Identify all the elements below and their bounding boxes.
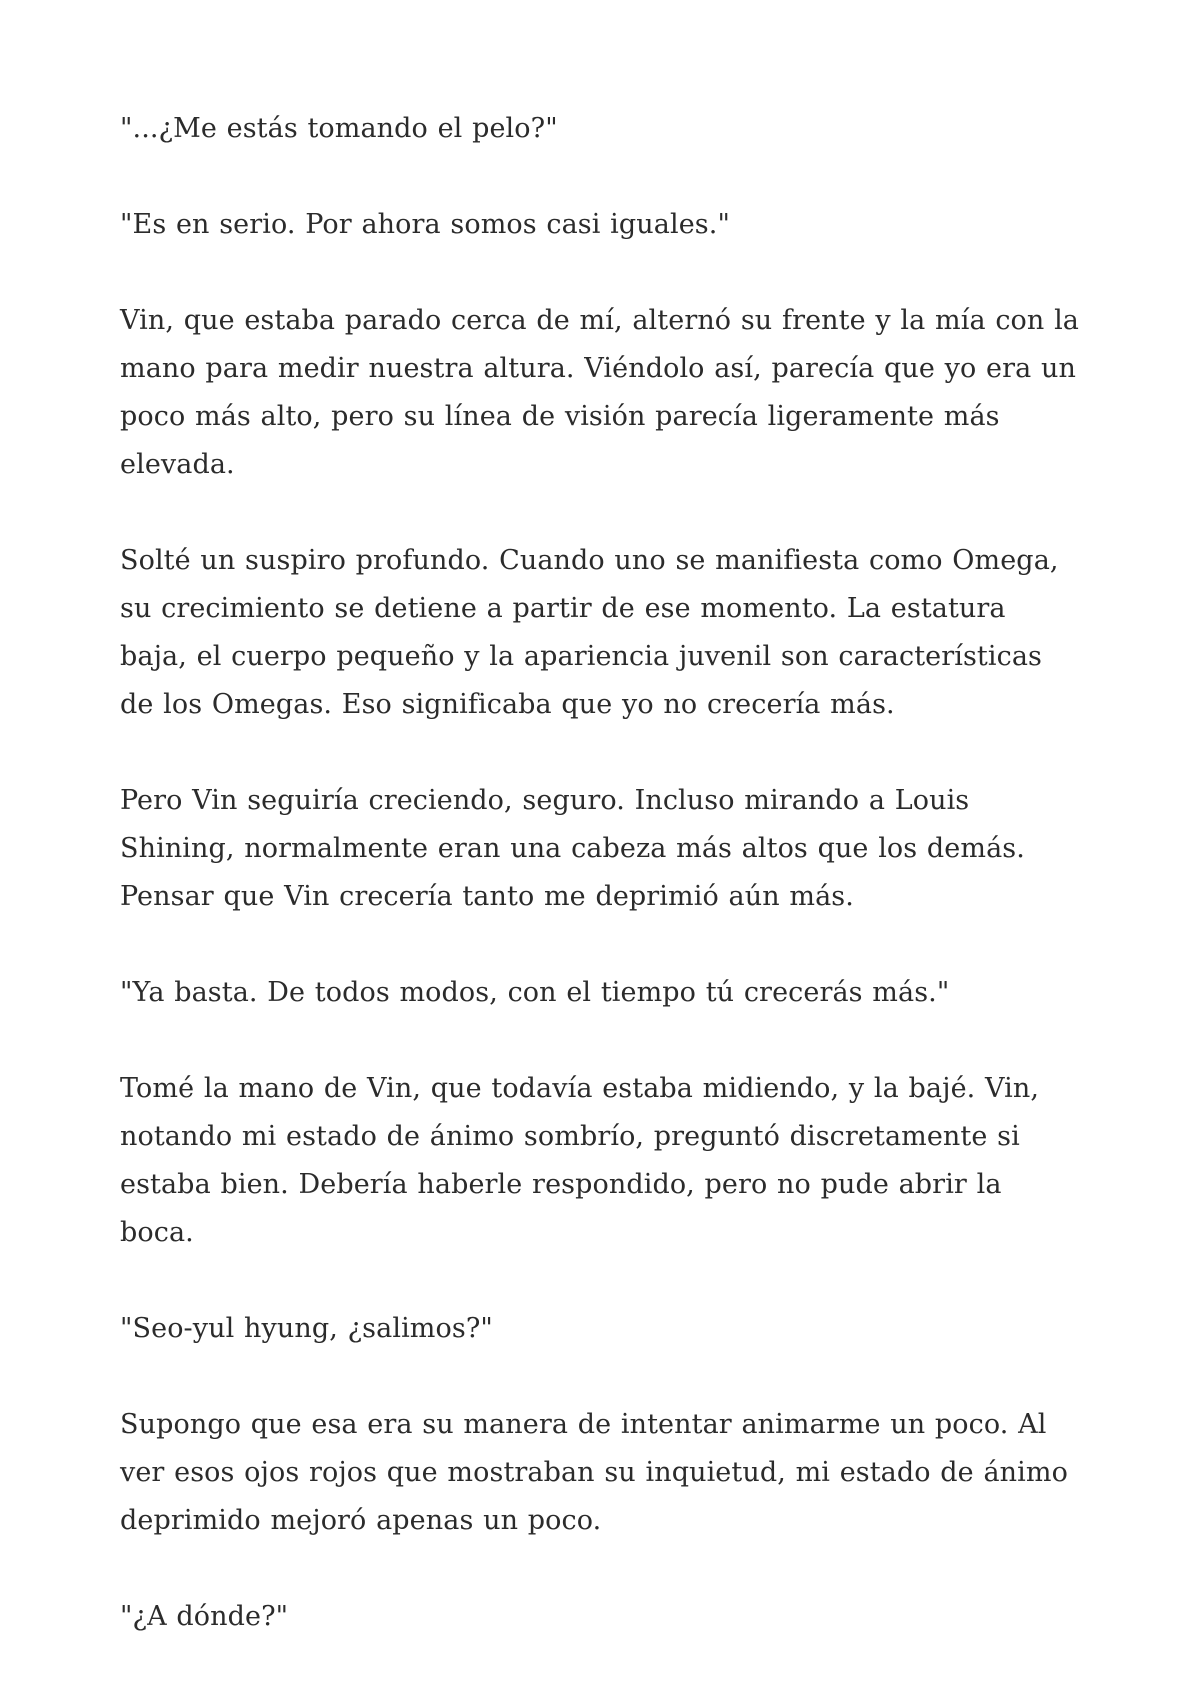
dialogue-paragraph: "...¿Me estás tomando el pelo?" — [120, 113, 558, 144]
document-page — [120, 105, 1080, 1689]
narrative-paragraph: Pero Vin seguiría creciendo, seguro. Incluso mirando a Louis Shining, normalmente eran una cabeza más altos que los demás. Pensar que Vin crecería tanto me deprimió aún más. — [120, 785, 1025, 912]
narrative-paragraph: Tomé la mano de Vin, que todavía estaba midiendo, y la bajé. Vin, notando mi estado de ánimo sombrío, preguntó discretamente si estaba bien. Debería haberle respondido, pero no pude abrir la boca. — [120, 1073, 1040, 1248]
dialogue-paragraph: "¿A dónde?" — [120, 1601, 289, 1632]
narrative-paragraph: Supongo que esa era su manera de intentar animarme un poco. Al ver esos ojos rojos que mostraban su inquietud, mi estado de ánimo deprimido mejoró apenas un poco. — [120, 1409, 1068, 1536]
dialogue-paragraph: "Es en serio. Por ahora somos casi iguales." — [120, 209, 730, 240]
dialogue-paragraph: "Seo-yul hyung, ¿salimos?" — [120, 1313, 493, 1344]
narrative-paragraph: Solté un suspiro profundo. Cuando uno se manifiesta como Omega, su crecimiento se detiene a partir de ese momento. La estatura baja, el cuerpo pequeño y la apariencia juvenil son características de los Omegas. Eso significaba que yo no crecería más. — [120, 545, 1059, 720]
dialogue-paragraph: "Ya basta. De todos modos, con el tiempo tú crecerás más." — [120, 977, 950, 1008]
narrative-paragraph: Vin, que estaba parado cerca de mí, alternó su frente y la mía con la mano para medir nuestra altura. Viéndolo así, parecía que yo era un poco más alto, pero su línea de visión parecía ligeramente más elevada. — [120, 305, 1080, 480]
